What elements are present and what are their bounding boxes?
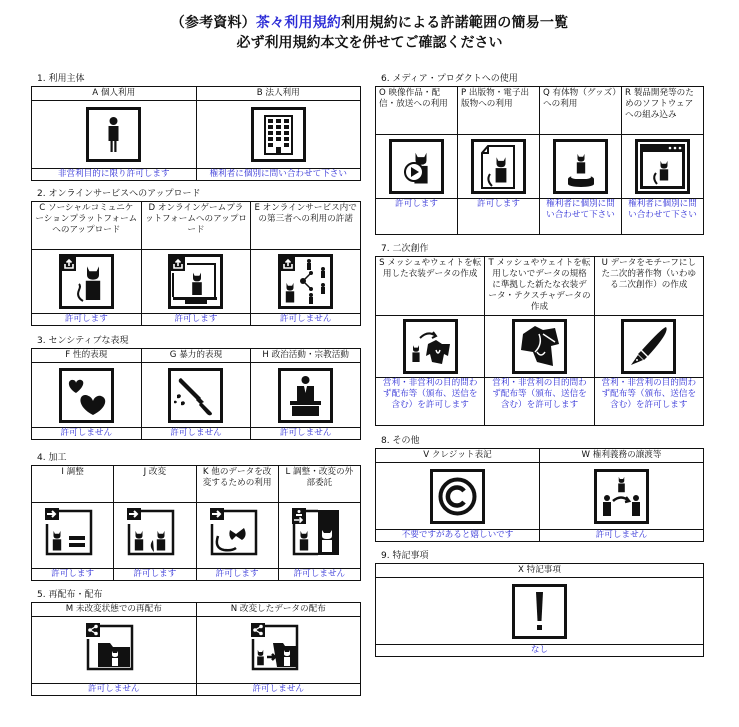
outsource-icon [292,508,347,563]
permission-table [31,348,361,440]
result-link[interactable]: 許可します [458,199,540,235]
result-link[interactable]: 許可しません [32,428,142,440]
software-window-icon [635,139,690,194]
item-label: K 他のデータを改変するための利用 [196,466,278,503]
page-header [0,13,739,53]
item-label: L 調整・改変の外部委託 [278,466,360,503]
costume-convert-icon [403,319,458,374]
permission-table [375,448,704,542]
item-label: D オンラインゲームプラットフォームへのアップロード [141,202,251,250]
section-title: 5. 再配布・配布 [37,590,103,600]
result-link[interactable]: 非営利目的に限り許可します [32,169,197,181]
figure-goods-icon [553,139,608,194]
result-link[interactable]: 営利・非営利の目的問わず配布等（頒布、送信を含む）を許可します [376,378,485,426]
podium-speaker-icon [278,368,333,423]
section-media-product [375,73,704,235]
copyright-icon [430,469,485,524]
item-label: X 特記事項 [376,564,704,578]
costume-icon [512,319,567,374]
section-online-upload [31,188,361,326]
result-link[interactable]: 許可しません [251,428,361,440]
distribute-modified-icon [251,623,306,678]
item-label: Q 有体物（グッズ）への利用 [540,87,622,135]
share-third-party-icon [278,254,333,309]
item-label: C ソーシャルコミュニケーションプラットフォームへのアップロード [32,202,142,250]
item-label: F 性的表現 [32,349,142,363]
use-for-other-data-icon [210,508,265,563]
section-title: 3. センシティブな表現 [37,336,129,346]
section-title: 1. 利用主体 [37,74,85,84]
exclamation-icon [512,584,567,639]
result-link[interactable]: 権利者に個別に問い合わせて下さい [540,199,622,235]
section-title: 7. 二次創作 [381,244,429,254]
section-title: 4. 加工 [37,453,67,463]
item-label: O 映像作品・配信・放送への利用 [376,87,458,135]
item-label: B 法人利用 [196,87,361,101]
building-icon [251,107,306,162]
item-label: G 暴力的表現 [141,349,251,363]
result-link[interactable]: 許可します [32,569,114,581]
result-link[interactable]: 許可しません [32,684,197,696]
title-prefix: （参考資料） [170,15,256,31]
permission-table [31,201,361,326]
transfer-rights-icon [594,469,649,524]
section-title: 6. メディア・プロダクトへの使用 [381,74,518,84]
section-derivative-works [375,243,704,426]
permission-table [375,563,704,657]
item-label: V クレジット表記 [376,449,540,463]
permission-table [375,256,704,426]
item-label: W 権利義務の譲渡等 [540,449,704,463]
result-link[interactable]: 営利・非営利の目的問わず配布等（頒布、送信を含む）を許可します [485,378,594,426]
section-processing [31,452,361,581]
item-label: I 調整 [32,466,114,503]
result-link[interactable]: 許可します [114,569,196,581]
hearts-icon [59,368,114,423]
result-link[interactable]: 許可します [376,199,458,235]
section-usage-subject [31,73,361,181]
section-title: 8. その他 [381,436,420,446]
item-label: S メッシュやウェイトを転用した衣装データの作成 [376,257,485,316]
item-label: J 改変 [114,466,196,503]
result-link[interactable]: 許可しません [251,314,361,326]
result-link[interactable]: 許可します [141,314,251,326]
section-title: 9. 特記事項 [381,551,429,561]
permission-table [375,86,704,235]
document-icon [471,139,526,194]
section-special-notes [375,550,704,657]
item-label: A 個人利用 [32,87,197,101]
knife-icon [168,368,223,423]
item-label: U データをモチーフにした二次的著作物（いわゆる二次創作）の作成 [594,257,703,316]
redistribute-icon [86,623,141,678]
section-sensitive-expression [31,335,361,440]
item-label: T メッシュやウェイトを転用しないでデータの規格に準拠した新たな衣装データ・テクスチャデータの作成 [485,257,594,316]
result-link[interactable]: 権利者に個別に問い合わせて下さい [196,169,361,181]
title-suffix: 利用規約による許諾範囲の簡易一覧 [341,15,569,31]
item-label: E オンラインサービス内での第三者への利用の許諾 [251,202,361,250]
page-subtitle: 必ず利用規約本文を併せてご確認ください [236,35,503,51]
result-link[interactable]: 権利者に個別に問い合わせて下さい [622,199,704,235]
person-icon [86,107,141,162]
result-link[interactable]: 許可します [196,569,278,581]
permission-table [31,86,361,181]
adjust-icon [45,508,100,563]
terms-link[interactable]: 茶々利用規約 [255,15,342,31]
permission-table [31,602,361,696]
section-title: 2. オンラインサービスへのアップロード [37,189,201,199]
item-label: M 未改変状態での再配布 [32,603,197,617]
pen-nib-icon [621,319,676,374]
result-link[interactable]: 許可しません [278,569,360,581]
page-title [0,13,739,33]
permission-table [31,465,361,581]
upload-sns-icon [59,254,114,309]
result-link[interactable]: 許可しません [540,530,704,542]
result-link[interactable]: 許可しません [141,428,251,440]
result-link[interactable]: 許可します [32,314,142,326]
item-label: P 出版物・電子出版物への利用 [458,87,540,135]
item-label: H 政治活動・宗教活動 [251,349,361,363]
result-link[interactable]: 許可しません [196,684,361,696]
item-label: R 製品開発等のためのソフトウェアへの組み込み [622,87,704,135]
section-redistribution [31,589,361,696]
modify-icon [127,508,182,563]
result-link[interactable]: 営利・非営利の目的問わず配布等（頒布、送信を含む）を許可します [594,378,703,426]
item-label: N 改変したデータの配布 [196,603,361,617]
result-link[interactable]: 不要ですがあると嬉しいです [376,530,540,542]
upload-game-icon [168,254,223,309]
result-link[interactable]: なし [376,645,704,657]
section-other [375,435,704,542]
video-play-icon [389,139,444,194]
